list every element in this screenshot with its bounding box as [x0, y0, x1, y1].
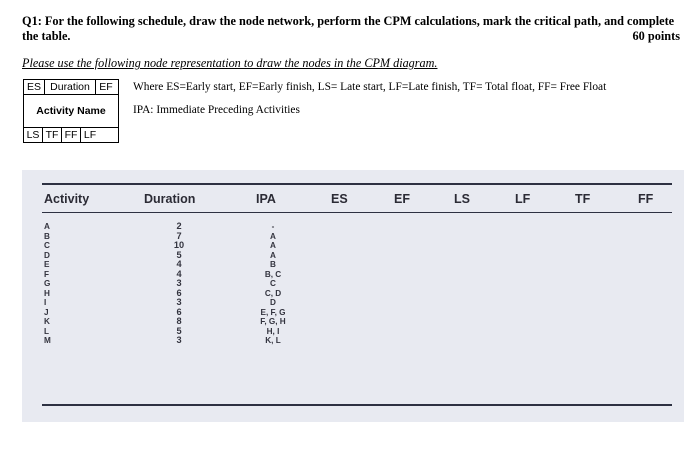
node-activity-name: Activity Name	[36, 105, 106, 117]
activity-cell: C	[44, 241, 50, 250]
legend-ipa: IPA: Immediate Preceding Activities	[133, 104, 300, 116]
activity-cell: I	[44, 298, 47, 307]
node-cell-ls: LS	[24, 128, 43, 142]
duration-cell: 4	[176, 259, 182, 269]
question-title-line2: the table.	[22, 29, 71, 43]
node-top-row	[24, 80, 118, 95]
duration-cell: 6	[176, 306, 182, 317]
duration-cell: 6	[176, 287, 182, 298]
ipa-cell: C, D	[264, 288, 282, 298]
duration-cell: 8	[176, 316, 182, 326]
node-cell-ff: FF	[62, 128, 81, 142]
question-title	[22, 14, 684, 44]
ipa-column	[246, 222, 300, 346]
node-cell-duration: Duration	[45, 80, 96, 94]
duration-cell: 10	[173, 240, 185, 250]
legend-definitions: Where ES=Early start, EF=Early finish, LS= Late start, LF=Late finish, TF= Total float, FF= Free Float	[133, 81, 607, 93]
duration-cell: 2	[176, 221, 182, 231]
node-cell-ef: EF	[99, 81, 113, 93]
duration-cell: 3	[176, 335, 182, 345]
header-lf: LF	[515, 192, 531, 206]
ipa-cell: A	[270, 231, 276, 241]
header-ls: LS	[454, 192, 470, 206]
header-ff: FF	[638, 192, 654, 206]
header-ef: EF	[394, 192, 410, 206]
activity-cell: A	[44, 222, 50, 231]
duration-cell: 3	[176, 278, 182, 288]
node-bottom-row	[24, 127, 118, 142]
header-tf: TF	[575, 192, 591, 206]
question-title-line1: Q1: For the following schedule, draw the node network, perform the CPM calculations, mark the critical path, and complete	[22, 14, 675, 28]
activity-cell: B	[44, 231, 50, 241]
header-ipa: IPA	[256, 192, 276, 206]
node-cell-tf: TF	[43, 128, 62, 142]
node-cell-es: ES	[24, 80, 45, 94]
ipa-cell: H, I	[266, 326, 280, 336]
activity-cell: H	[44, 288, 50, 298]
table-top-rule	[42, 183, 672, 185]
duration-cell: 7	[176, 230, 182, 241]
duration-column	[167, 222, 191, 346]
instruction-text: Please use the following node representation to draw the nodes in the CPM diagram.	[22, 56, 438, 70]
ipa-cell: F, G, H	[260, 317, 286, 326]
activity-cell: F	[44, 269, 50, 279]
activity-cell: M	[44, 336, 51, 345]
schedule-table	[22, 170, 684, 422]
ipa-cell: A	[270, 250, 276, 260]
duration-cell: 5	[176, 249, 182, 260]
header-duration: Duration	[144, 192, 196, 206]
activity-cell: D	[44, 250, 50, 260]
activity-cell: L	[44, 326, 50, 336]
activity-cell: G	[44, 279, 51, 288]
ipa-cell: K, L	[265, 336, 281, 345]
ipa-cell: -	[271, 222, 275, 231]
activity-column	[44, 222, 64, 346]
header-rule	[42, 212, 672, 213]
duration-cell: 4	[176, 268, 182, 279]
ipa-cell: E, F, G	[260, 307, 286, 317]
activity-cell: K	[44, 317, 50, 326]
question-points: 60 points	[632, 29, 680, 43]
header-activity: Activity	[44, 192, 90, 206]
header-es: ES	[331, 192, 348, 206]
node-representation	[23, 79, 119, 143]
node-cell-lf: LF	[83, 129, 97, 141]
activity-cell: J	[44, 307, 49, 317]
duration-cell: 3	[176, 297, 182, 307]
duration-cell: 5	[176, 325, 182, 336]
table-bottom-rule	[42, 404, 672, 406]
ipa-cell: A	[270, 241, 276, 250]
activity-cell: E	[44, 260, 50, 269]
ipa-cell: C	[270, 279, 276, 288]
ipa-cell: D	[270, 298, 276, 307]
ipa-cell: B	[270, 260, 276, 269]
ipa-cell: B, C	[264, 269, 282, 279]
